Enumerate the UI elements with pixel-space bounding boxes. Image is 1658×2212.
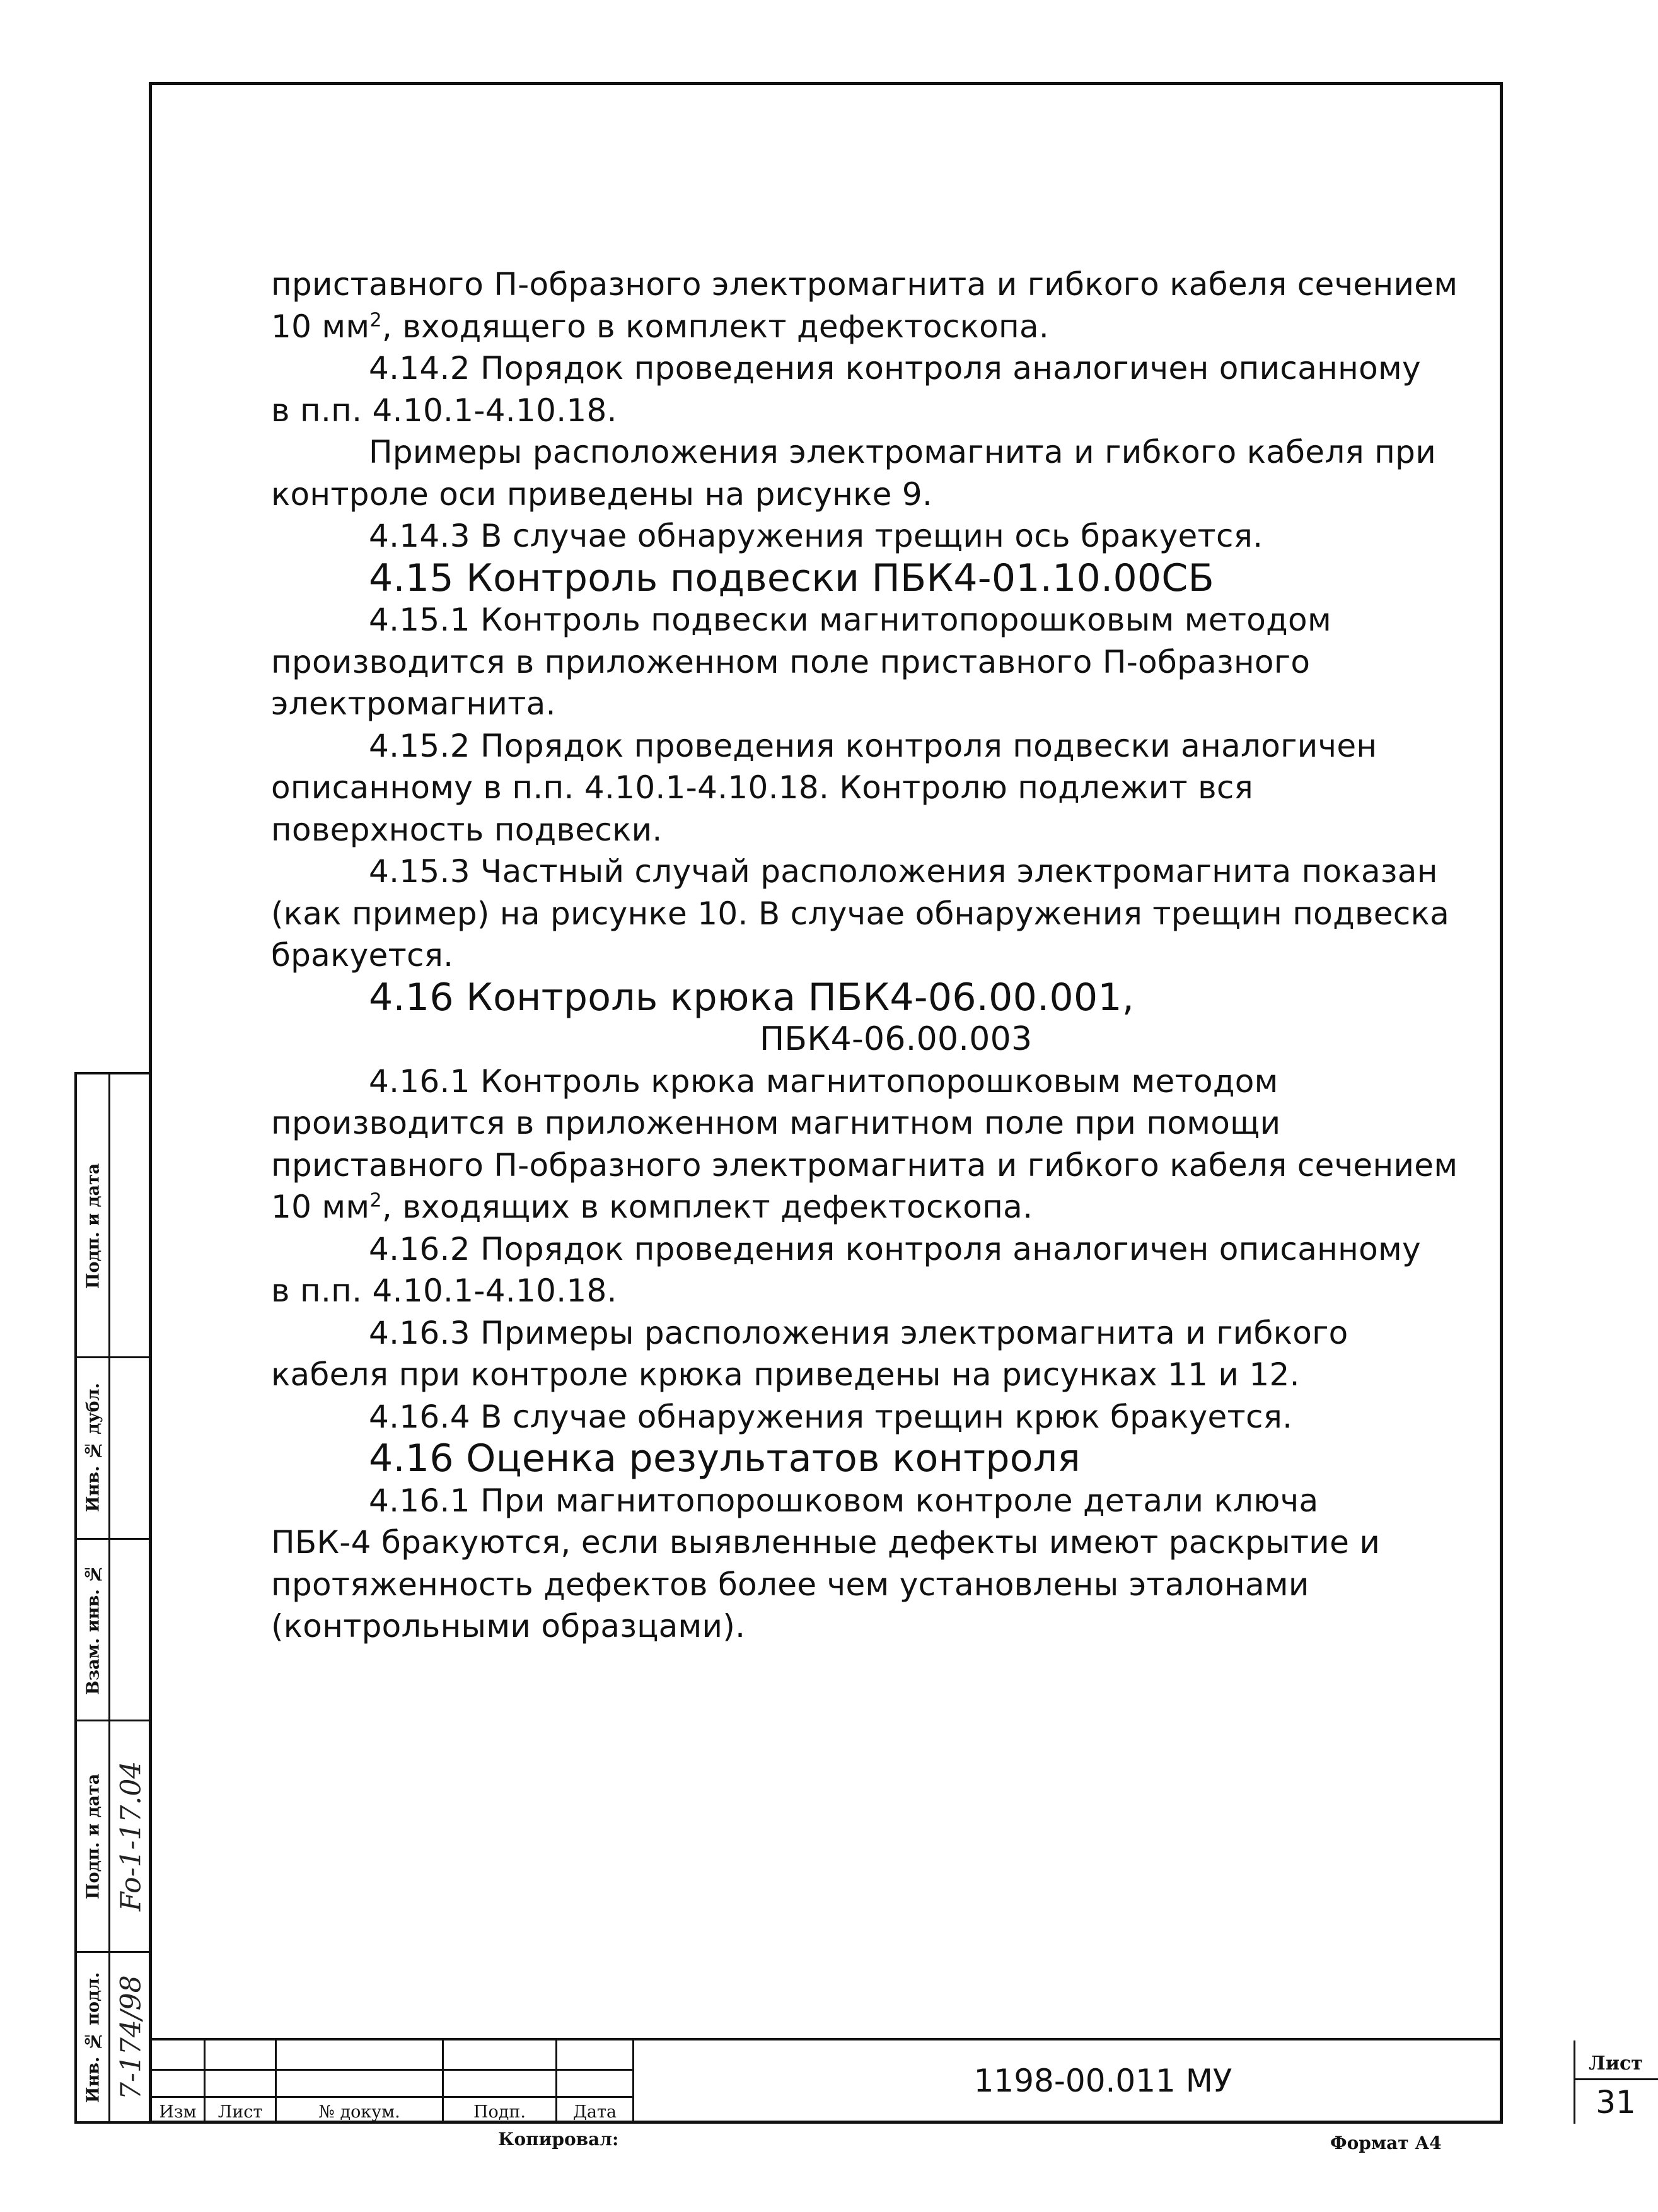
copied-by-label: Копировал: bbox=[498, 2129, 619, 2150]
body-text bbox=[271, 264, 1458, 1648]
paragraph: (как пример) на рисунке 10. В случае обнаружения трещин подвеска bbox=[271, 895, 1450, 932]
paragraph: в п.п. 4.10.1-4.10.18. bbox=[271, 392, 617, 429]
stamp-hline bbox=[152, 2096, 632, 2098]
stamp-col-sign: Подп. bbox=[473, 2102, 526, 2122]
paragraph: 4.16.4 В случае обнаружения трещин крюк бракуется. bbox=[369, 1398, 1293, 1435]
side-label-repl-inv: Взам. инв. № bbox=[83, 1563, 103, 1696]
stamp-col-izm: Изм bbox=[159, 2102, 197, 2122]
paragraph: 4.15.3 Частный случай расположения электромагнита показан bbox=[369, 853, 1438, 890]
paragraph: 10 $мм^2$, входящего в комплект дефектоскопа. bbox=[271, 308, 1050, 345]
paragraph: кабеля при контроле крюка приведены на рисунках 11 и 12. bbox=[271, 1356, 1300, 1393]
stamp-hline bbox=[152, 2069, 632, 2071]
superscript: 2 bbox=[369, 1189, 382, 1212]
stamp-col-doc: № докум. bbox=[318, 2102, 400, 2122]
paragraph: 4.14.2 Порядок проведения контроля аналогичен описанному bbox=[369, 350, 1421, 387]
format-label: Формат А4 bbox=[1330, 2133, 1442, 2153]
paragraph: в п.п. 4.10.1-4.10.18. bbox=[271, 1272, 617, 1309]
paragraph: 4.16.2 Порядок проведения контроля аналогичен описанному bbox=[369, 1230, 1421, 1267]
side-label-dup-inv: Инв. № дубл. bbox=[83, 1383, 103, 1513]
handwritten-inventory-number: 7-174/98 bbox=[115, 1975, 148, 2100]
title-block bbox=[152, 2038, 1643, 2124]
paragraph: (контрольными образцами). bbox=[271, 1608, 746, 1644]
strip-divider bbox=[108, 1074, 110, 2121]
paragraph: 10 $мм^2$, входящих в комплект дефектоскопа. bbox=[271, 1189, 1033, 1225]
document-code: 1198-00.011 МУ bbox=[973, 2063, 1232, 2099]
paragraph: контроле оси приведены на рисунке 9. bbox=[271, 475, 933, 513]
paragraph: 4.15.2 Порядок проведения контроля подвески аналогичен bbox=[369, 727, 1377, 764]
paragraph: 4.15.1 Контроль подвески магнитопорошковым методом bbox=[369, 602, 1331, 638]
section-heading: 4.16 Оценка результатов контроля bbox=[369, 1436, 1081, 1481]
paragraph: ПБК-4 бракуются, если выявленные дефекты имеют раскрытие и bbox=[271, 1524, 1381, 1561]
paragraph: 4.16.1 Контроль крюка магнитопорошковым методом bbox=[369, 1062, 1278, 1100]
stamp-col-sheet: Лист bbox=[217, 2102, 263, 2122]
paragraph: приставного П-образного электромагнита и гибкого кабеля сечением bbox=[271, 1146, 1458, 1184]
strip-row-line bbox=[77, 1356, 149, 1358]
paragraph: производится в приложенном магнитном поле при помощи bbox=[271, 1105, 1281, 1141]
paragraph: бракуется. bbox=[271, 937, 454, 974]
paragraph: производится в приложенном поле приставного П-образного bbox=[271, 643, 1311, 680]
paragraph: приставного П-образного электромагнита и гибкого кабеля сечением bbox=[271, 266, 1458, 303]
strip-row-line bbox=[77, 1538, 149, 1540]
paragraph: Примеры расположения электромагнита и гибкого кабеля при bbox=[369, 434, 1436, 470]
side-stamp-strip bbox=[74, 1072, 152, 2124]
paragraph: 4.14.3 В случае обнаружения трещин ось бракуется. bbox=[369, 518, 1263, 554]
sheet-number: 31 bbox=[1596, 2084, 1636, 2121]
side-label-orig-inv: Инв. № подл. bbox=[83, 1972, 103, 2104]
paragraph: электромагнита. bbox=[271, 685, 556, 722]
stamp-col-date: Дата bbox=[572, 2102, 617, 2122]
strip-row-line bbox=[77, 1720, 149, 1721]
side-label-sign-date: Подп. и дата bbox=[83, 1163, 103, 1289]
strip-row-line bbox=[77, 1951, 149, 1953]
section-heading: 4.16 Контроль крюка ПБК4-06.00.001, bbox=[369, 975, 1135, 1020]
handwritten-signature-date: Fo-1-17.04 bbox=[115, 1761, 148, 1912]
section-heading-continued: ПБК4-06.00.003 bbox=[760, 1020, 1033, 1058]
sheet-label: Лист bbox=[1589, 2052, 1643, 2075]
superscript: 2 bbox=[369, 308, 382, 331]
paragraph: поверхность подвески. bbox=[271, 811, 663, 848]
paragraph: 4.16.1 При магнитопорошковом контроле детали ключа bbox=[369, 1482, 1319, 1519]
paragraph: описанному в п.п. 4.10.1-4.10.18. Контролю подлежит вся bbox=[271, 769, 1254, 806]
section-heading: 4.15 Контроль подвески ПБК4-01.10.00СБ bbox=[369, 556, 1215, 600]
paragraph: 4.16.3 Примеры расположения электромагнита и гибкого bbox=[369, 1314, 1348, 1351]
paragraph: протяженность дефектов более чем установлены эталонами bbox=[271, 1566, 1309, 1603]
side-label-sign-date-2: Подп. и дата bbox=[83, 1773, 103, 1899]
